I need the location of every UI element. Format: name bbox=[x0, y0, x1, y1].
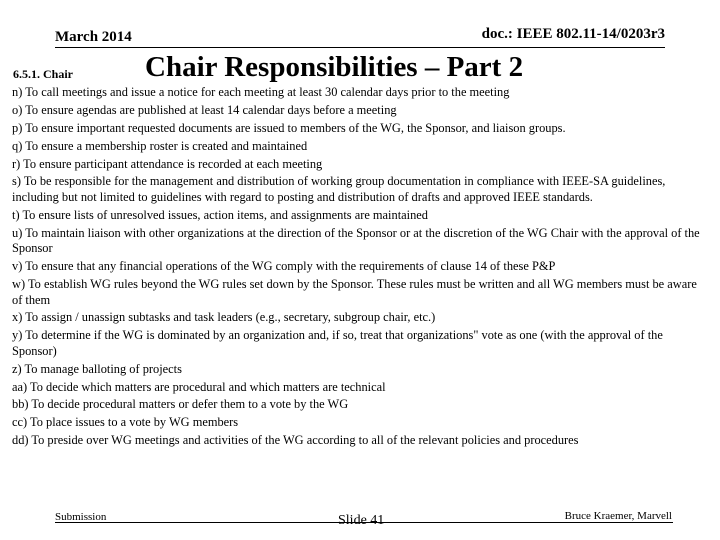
list-item: v) To ensure that any financial operations of the WG comply with the requirements of clause 14 of these P&P bbox=[12, 259, 556, 274]
list-item: p) To ensure important requested documents are issued to members of the WG, the Sponsor, and liaison groups. bbox=[12, 120, 566, 135]
list-item: y) To determine if the WG is dominated by an organization and, if so, treat that organizations" vote as one (with the approval of the Sponsor) bbox=[12, 328, 663, 358]
footer-submission: Submission bbox=[55, 511, 107, 523]
list-item: x) To assign / unassign subtasks and task leaders (e.g., secretary, subgroup chair, etc.) bbox=[12, 310, 436, 325]
header-divider bbox=[55, 47, 665, 48]
list-item: s) To be responsible for the management and distribution of working group documentation in compliance with IEEE-SA guidelines, including but not limited to guidelines with regard to posting and distribution of drafts and approved IEEE standards. bbox=[12, 174, 666, 204]
list-item: z) To manage balloting of projects bbox=[12, 361, 182, 376]
responsibility-list bbox=[12, 85, 702, 451]
footer-divider bbox=[55, 522, 673, 523]
list-item: q) To ensure a membership roster is created and maintained bbox=[12, 138, 308, 153]
page-title: Chair Responsibilities – Part 2 bbox=[145, 51, 524, 83]
list-item: t) To ensure lists of unresolved issues, action items, and assignments are maintained bbox=[12, 207, 428, 222]
list-item: o) To ensure agendas are published at least 14 calendar days before a meeting bbox=[12, 102, 397, 117]
list-item: bb) To decide procedural matters or defer them to a vote by the WG bbox=[12, 397, 349, 412]
section-label: 6.5.1. Chair bbox=[13, 67, 73, 81]
slide-number: Slide 41 bbox=[338, 513, 385, 528]
document-id: doc.: IEEE 802.11-14/0203r3 bbox=[481, 26, 665, 42]
list-item: n) To call meetings and issue a notice for each meeting at least 30 calendar days prior to the meeting bbox=[12, 85, 510, 99]
list-item: aa) To decide which matters are procedural and which matters are technical bbox=[12, 379, 386, 394]
list-item: w) To establish WG rules beyond the WG rules set down by the Sponsor. These rules must be written and all WG members must be aware of them bbox=[12, 277, 697, 307]
list-item: r) To ensure participant attendance is recorded at each meeting bbox=[12, 156, 323, 171]
list-item: dd) To preside over WG meetings and activities of the WG according to all of the relevant policies and procedures bbox=[12, 433, 579, 448]
footer-author: Bruce Kraemer, Marvell bbox=[564, 510, 672, 522]
header-date: March 2014 bbox=[55, 29, 132, 45]
list-item: u) To maintain liaison with other organizations at the direction of the Sponsor or at the discretion of the WG Chair with the approval of the Sponsor bbox=[12, 225, 700, 256]
list-item: cc) To place issues to a vote by WG members bbox=[12, 415, 239, 430]
